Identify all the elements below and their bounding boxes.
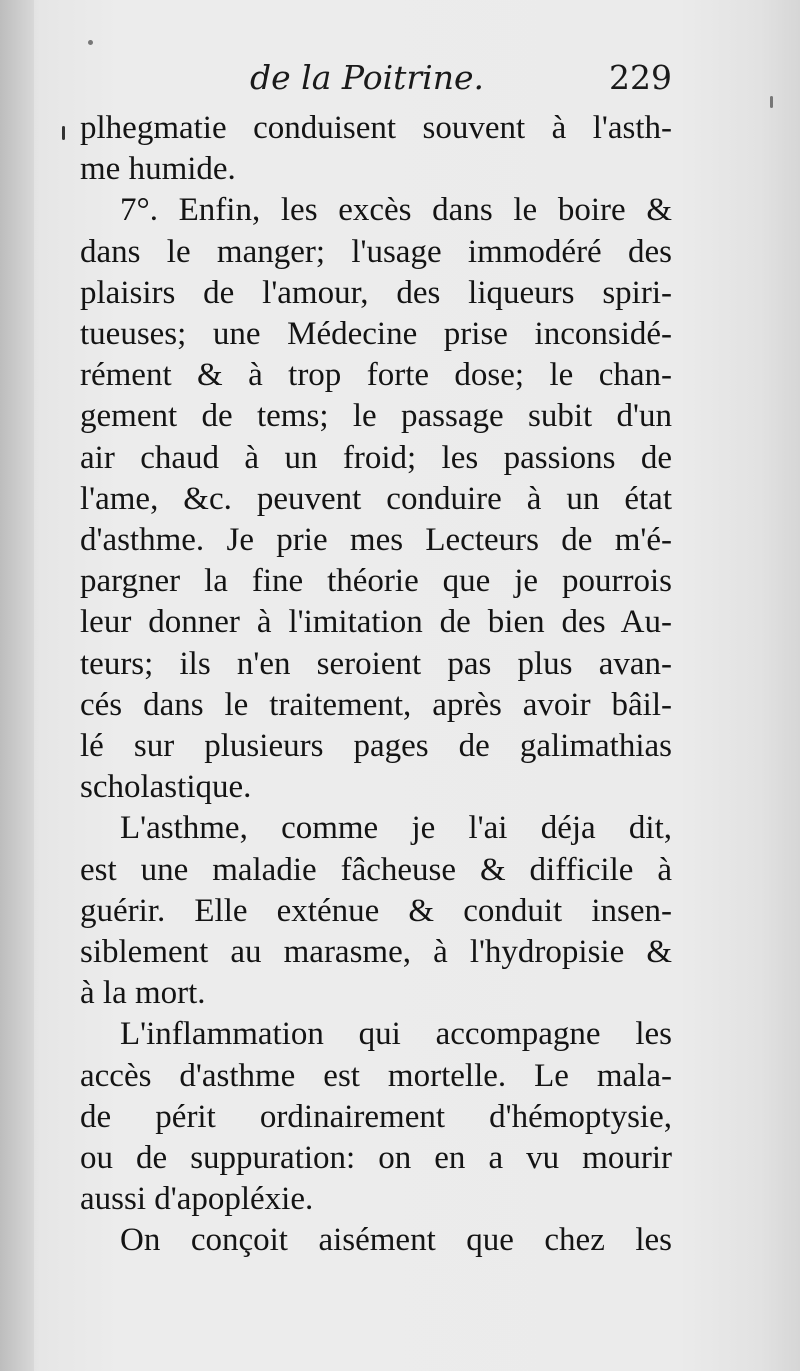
text-line: me humide. xyxy=(80,151,236,188)
text-line: scholastique. xyxy=(80,769,252,806)
text-line: plaisirs de l'amour, des liqueurs spiri- xyxy=(80,274,672,311)
text-line: cés dans le traitement, après avoir bâil- xyxy=(80,686,672,723)
text-line: lé sur plusieurs pages de galimathias xyxy=(80,728,672,765)
text-line: plhegmatie conduisent souvent à l'asth- xyxy=(80,110,672,146)
page-header xyxy=(80,58,672,102)
text-line: dans le manger; l'usage immodéré des xyxy=(80,233,672,270)
ink-speck xyxy=(88,40,93,45)
text-line: d'asthme. Je prie mes Lecteurs de m'é- xyxy=(80,522,672,559)
text-line: air chaud à un froid; les passions de xyxy=(80,439,672,476)
text-line: à la mort. xyxy=(80,975,206,1012)
text-line: On conçoit aisément que chez les xyxy=(120,1222,672,1259)
text-line: accès d'asthme est mortelle. Le mala- xyxy=(80,1057,672,1094)
body-text xyxy=(80,108,672,1262)
page-gutter xyxy=(0,0,34,1371)
text-line: rément & à trop forte dose; le chan- xyxy=(80,357,672,394)
page-number: 229 xyxy=(609,58,672,97)
text-line: ou de suppuration: on en a vu mourir xyxy=(80,1140,672,1177)
text-line: 7°. Enfin, les excès dans le boire & xyxy=(120,192,672,229)
text-line: L'asthme, comme je l'ai déja dit, xyxy=(120,810,672,847)
text-line: L'inflammation qui accompagne les xyxy=(120,1016,672,1053)
text-line: est une maladie fâcheuse & difficile à xyxy=(80,851,672,888)
running-title: de la Poitrine. xyxy=(250,58,485,97)
text-line: leur donner à l'imitation de bien des Au- xyxy=(80,604,672,641)
text-line: siblement au marasme, à l'hydropisie & xyxy=(80,934,672,971)
text-line: guérir. Elle exténue & conduit insen- xyxy=(80,892,672,929)
text-line: l'ame, &c. peuvent conduire à un état xyxy=(80,480,672,517)
text-line: tueuses; une Médecine prise inconsidé- xyxy=(80,316,672,353)
text-line: de périt ordinairement d'hémoptysie, xyxy=(80,1098,672,1135)
text-line: teurs; ils n'en seroient pas plus avan- xyxy=(80,645,672,682)
text-line: aussi d'apopléxie. xyxy=(80,1181,314,1218)
text-line: gement de tems; le passage subit d'un xyxy=(80,398,672,435)
ink-speck xyxy=(770,96,773,108)
text-line: pargner la fine théorie que je pourrois xyxy=(80,563,672,600)
ink-speck xyxy=(62,126,65,140)
